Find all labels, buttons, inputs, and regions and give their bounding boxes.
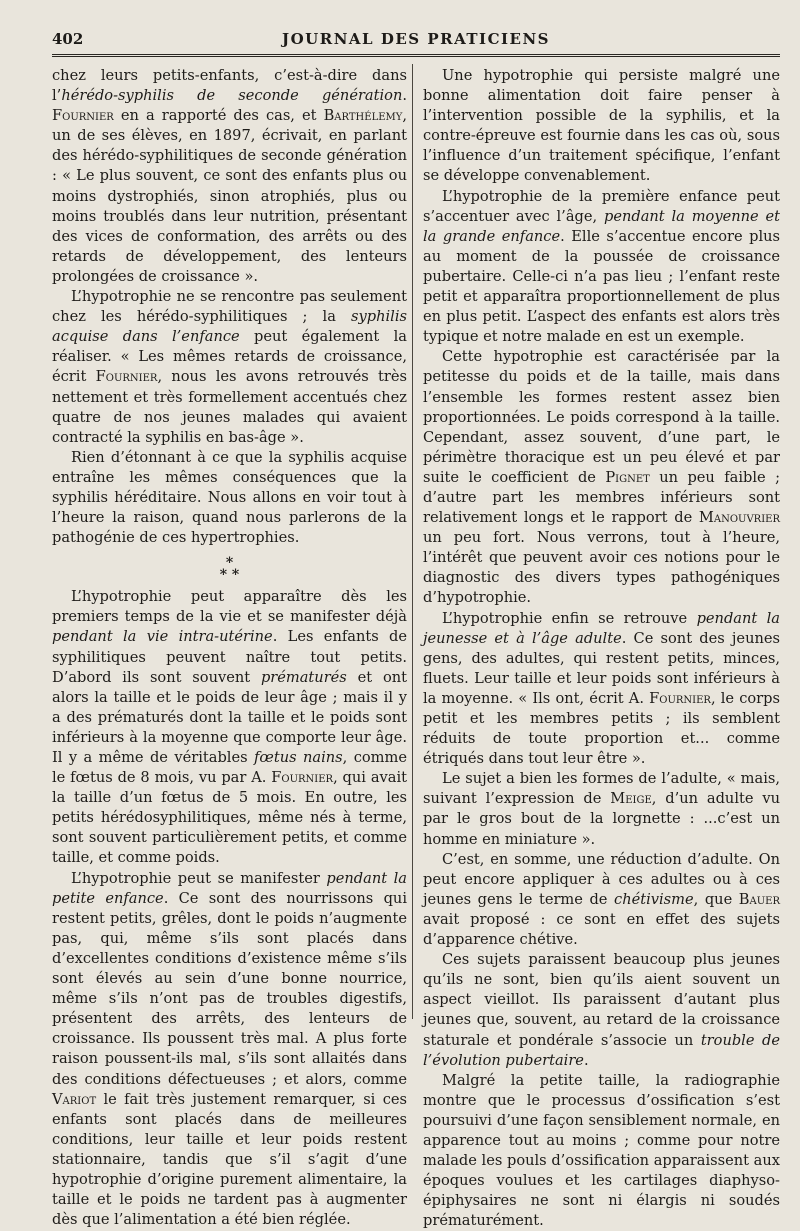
text-run: .	[583, 1051, 589, 1069]
page-number: 402	[52, 30, 84, 48]
text-run: , le corps petit et les membres petits ; ils semblent réduits de toute proportion et... comme étriqués dans tout leur être ».	[423, 689, 780, 768]
italic-text: pendant la moyenne et la grande enfance	[423, 207, 780, 245]
text-run: un peu faible ; d’autre part les membres inférieurs sont relativement longs et le rapport de	[423, 468, 780, 527]
author-name: Fournier	[649, 689, 711, 707]
author-name: Barthélemy	[323, 107, 403, 125]
text-run: Une hypotrophie qui persiste malgré une bonne alimentation doit faire penser à l’intervention possible de la syphilis, et la contre-épreuve est fournie dans les cas où, sous l’influence d’un traitement spécifique, l’enfant se développe convenablement.	[423, 67, 780, 185]
paragraph	[423, 187, 780, 348]
text-run: L’hypotrophie ne se rencontre pas seulement chez les hérédo-syphilitiques ; la	[52, 288, 407, 326]
paragraph	[423, 950, 780, 1071]
italic-text: pendant la jeunesse et à l’âge adulte	[423, 609, 780, 647]
text-run: . Elle s’accentue encore plus au moment de la poussée de croissance pubertaire. Celle-ci n’a pas lieu ; l’enfant reste petit et apparaîtra proportionnellement de plus en plus petit. L’aspect des enfants est alors très typique et notre malade en est un exemple.	[423, 227, 781, 346]
author-name: Fournier	[271, 769, 334, 787]
paragraph	[423, 66, 780, 187]
author-name: Pignet	[605, 468, 650, 486]
text-run: et ont alors la taille et le poids de leur âge ; mais il y a des prématurés dont la taille et le poids sont inférieurs à la moyenne que comporte leur âge. Il y a même de véritables	[52, 668, 407, 766]
author-name: Meige	[610, 790, 652, 808]
paragraph	[52, 448, 407, 548]
paragraph	[423, 347, 780, 608]
paragraph	[52, 869, 407, 1231]
text-run: . Ce sont des nourrissons qui restent petits, grêles, dont le poids n’augmente pas, qui, même s’ils sont placés dans d’excellentes conditions d’existence même s’ils sont élevés au sein d’une bonne nourrice, même s’ils n’ont pas de troubles digestifs, présentent des arrêts, des lenteurs de croissance. Ils poussent très mal. A plus forte raison poussent-ils mal, s’ils sont allaités dans des conditions défectueuses ; et alors, comme	[52, 889, 407, 1088]
text-run: , que	[693, 890, 739, 908]
author-name: Fournier	[52, 107, 114, 125]
paragraph	[52, 587, 407, 868]
italic-text: prématurés	[260, 668, 347, 686]
text-run: Ces sujets paraissent beaucoup plus jeunes qu’ils ne sont, bien qu’ils aient souvent un aspect vieillot. Ils paraissent d’autant plus jeunes que, souvent, au retard de la croissance staturale et pondérale s’associe un	[423, 951, 780, 1049]
text-run: Le sujet a bien les formes de l’adulte, « mais, suivant l’expression de	[423, 770, 780, 808]
text-run: L’hypotrophie de la première enfance peut s’accentuer avec l’âge,	[423, 187, 780, 225]
author-name: Variot	[52, 1090, 97, 1108]
text-run: peut également la réaliser. « Les mêmes retards de croissance, écrit	[52, 328, 408, 386]
italic-text: syphilis acquise dans l’enfance	[52, 308, 407, 346]
italic-text: pendant la petite enfance	[52, 869, 407, 907]
italic-text: trouble de l’évolution pubertaire	[423, 1031, 780, 1069]
text-run: , qui avait la taille d’un fœtus de 5 mois. En outre, les petits hérédosyphilitiques, même nés à terme, sont souvent particulièrement petits, et comme taille, et comme poids.	[52, 769, 407, 867]
text-run: , comme le fœtus de 8 mois, vu par A.	[52, 749, 407, 787]
text-run: C’est, en somme, une réduction d’adulte. On peut encore appliquer à ces adultes ou à ces jeunes gens le terme de	[423, 850, 780, 908]
text-run: . Les enfants de syphilitiques peuvent naître tout petits. D’abord ils sont souvent	[52, 628, 407, 686]
text-run: L’hypotrophie peut se manifester	[71, 869, 327, 887]
italic-text: chétivisme	[614, 890, 694, 908]
asterism-top: *	[225, 555, 234, 572]
asterism-bottom: * *	[219, 567, 240, 584]
author-name: Fournier	[95, 368, 158, 386]
text-run: .	[402, 87, 407, 105]
page-header	[52, 28, 780, 57]
text-run: , d’un adulte vu par le gros bout de la lorgnette : ...c’est un homme en miniature ».	[423, 790, 781, 848]
text-run: le fait très justement remarquer, si ces enfants sont placés dans de meilleures conditions, leur taille et leur poids restent stationnaire, tandis que s’il s’agit d’une hypotrophie d’origine purement alimentaire, la taille et le poids ne tardent pas à augmenter dès que l’alimentation a été bien réglée.	[52, 1090, 407, 1229]
journal-title: JOURNAL DES PRATICIENS	[282, 30, 550, 48]
paragraph	[423, 609, 780, 770]
text-run: , un de ses élèves, en 1897, écrivait, en parlant des hérédo-syphilitiques de seconde génération : « Le plus souvent, ce sont des enfants plus ou moins dystrophiés, sinon atrophiés, plus ou moins troublés dans leur nutrition, présentant des vices de conformation, des arrêts ou des retards de développement, des lenteurs prolongées de croissance ».	[52, 107, 407, 285]
text-run: Rien d’étonnant à ce que la syphilis acquise entraîne les mêmes conséquences que la syphilis héréditaire. Nous allons en voir tout à l’heure la raison, quand nous parlerons de la pathogénie de ces hypertrophies.	[52, 448, 407, 547]
paragraph	[52, 66, 407, 287]
text-run: avait proposé : ce sont en effet des sujets d’apparence chétive.	[423, 910, 780, 949]
paragraph	[423, 1071, 780, 1231]
text-run: Malgré la petite taille, la radiographie montre que le processus d’ossification s’est poursuivi d’une façon sensiblement normale, en apparence tout au moins ; comme pour notre malade les pouls d’ossification apparaissent aux époques voulues et les cartilages diaphyso-épiphysaires ne sont ni élargis ni soudés prématurément.	[423, 1071, 780, 1230]
text-run: un peu fort. Nous verrons, tout à l’heure, l’intérêt que peuvent avoir ces notions pour le diagnostic des divers types pathogéniques d’hypotrophie.	[423, 529, 780, 607]
right-column	[423, 66, 780, 1231]
text-run: , nous les avons retrouvés très nettement et très formellement accentués chez quatre de nos jeunes malades qui avaient contracté la syphilis en bas-âge ».	[52, 368, 408, 446]
author-name: Bauer	[738, 890, 780, 908]
italic-text: hérédo-syphilis de seconde génération	[61, 87, 403, 105]
left-column	[52, 66, 407, 1230]
paragraph	[423, 850, 780, 950]
paragraph	[423, 769, 780, 849]
italic-text: pendant la vie intra-utérine	[52, 628, 273, 646]
paragraph	[52, 287, 407, 448]
text-run: . Ce sont des jeunes gens, des adultes, qui restent petits, minces, fluets. Leur taille et leur poids sont inférieurs à la moyenne. « Ils ont, écrit A.	[423, 629, 780, 707]
text-run: L’hypotrophie peut apparaître dès les premiers temps de la vie et se manifester déjà	[52, 588, 407, 626]
author-name: Manouvrier	[698, 509, 780, 527]
text-run: chez leurs petits-enfants, c’est-à-dire dans l’	[52, 67, 407, 105]
text-run: Cette hypotrophie est caractérisée par la petitesse du poids et de la taille, mais dans l’ensemble les formes restent assez bien proportionnées. Le poids correspond à la taille. Cependant, assez souvent, d’une part, le périmètre thoracique est un peu élevé et par suite le coefficient de	[423, 348, 780, 486]
column-divider	[412, 64, 413, 1019]
text-run: L’hypotrophie enfin se retrouve	[442, 609, 697, 627]
section-break-asterism	[52, 555, 407, 584]
text-run: en a rapporté des cas, et	[113, 107, 324, 125]
italic-text: fœtus nains	[254, 749, 343, 766]
